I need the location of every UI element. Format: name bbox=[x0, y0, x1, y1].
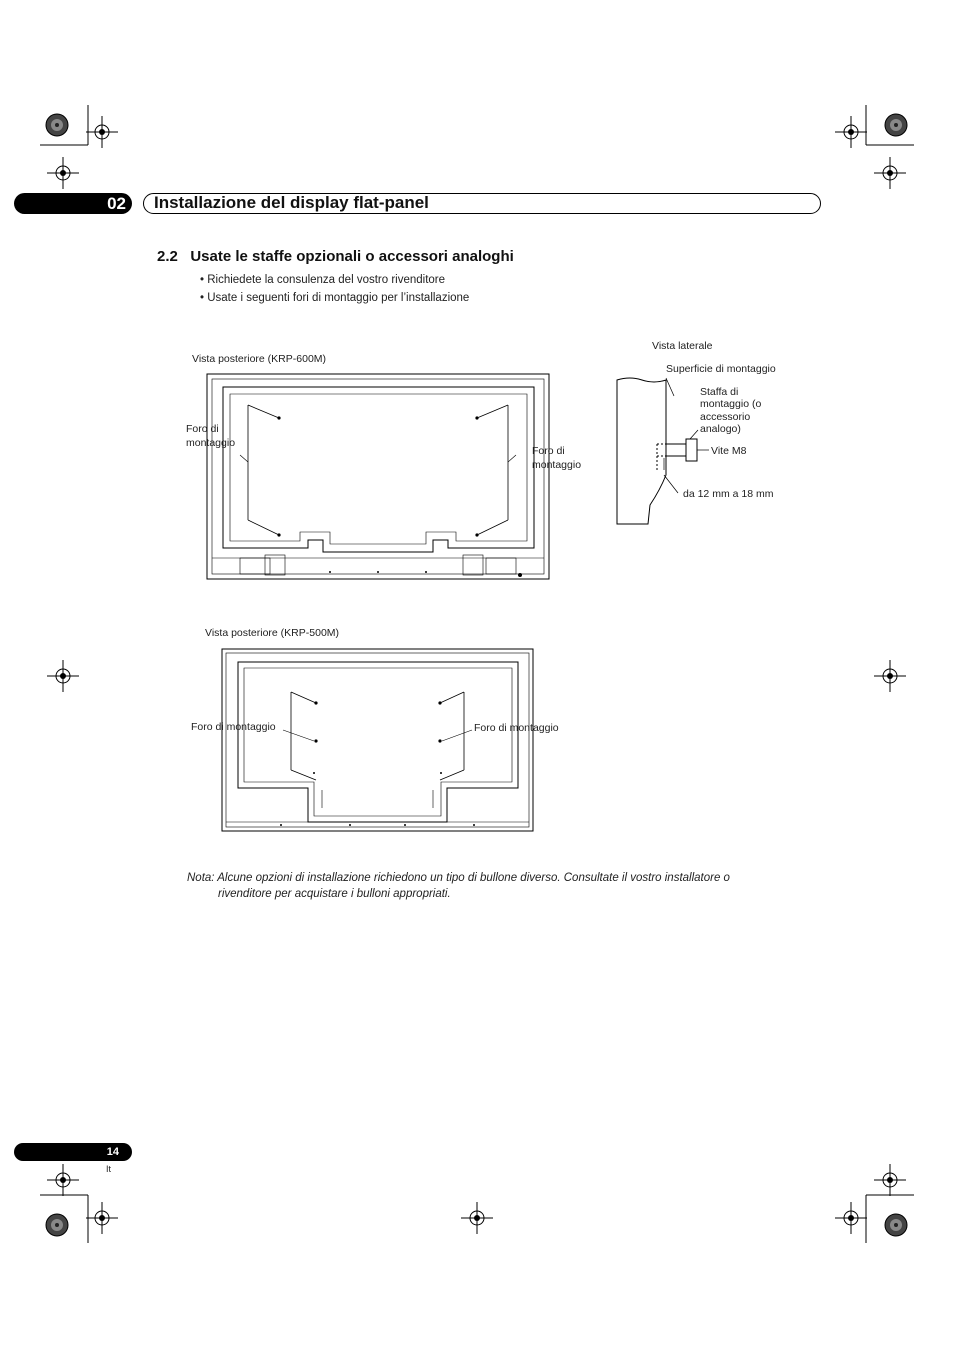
krp600-right-hole-label-line2: montaggio bbox=[532, 459, 582, 471]
section-title: 2.2 Usate le staffe opzionali o accessori analoghi bbox=[157, 248, 514, 265]
screw-label: Vite M8 bbox=[711, 445, 747, 457]
krp600-left-hole-label-line2: montaggio bbox=[186, 437, 236, 449]
installation-note bbox=[187, 870, 807, 902]
note-line1: Nota: Alcune opzioni di installazione richiedono un tipo di bullone diverso. Consultate il vostro installatore o bbox=[187, 872, 730, 884]
page-number-badge: 14 bbox=[14, 1143, 132, 1161]
krp500-left-hole-label: Foro di montaggio bbox=[191, 721, 276, 733]
side-view-caption: Vista laterale bbox=[652, 340, 713, 352]
bracket-label-line1: Staffa di bbox=[700, 386, 739, 398]
bullet-item: • Richiedete la consulenza del vostro rivenditore bbox=[200, 274, 446, 286]
krp500-caption: Vista posteriore (KRP-500M) bbox=[205, 627, 340, 639]
bracket-label-line4: analogo) bbox=[700, 423, 741, 435]
mounting-surface-label: Superficie di montaggio bbox=[666, 363, 776, 375]
bullet-item: • Usate i seguenti fori di montaggio per l’installazione bbox=[200, 292, 470, 304]
bracket-label-line3: accessorio bbox=[700, 411, 751, 423]
krp600-caption: Vista posteriore (KRP-600M) bbox=[192, 353, 327, 365]
chapter-title: Installazione del display flat-panel bbox=[154, 193, 429, 212]
chapter-number-badge: 02 bbox=[14, 193, 132, 214]
note-line2: rivenditore per acquistare i bulloni appropriati. bbox=[218, 888, 451, 900]
bracket-label-line2: montaggio (o bbox=[700, 398, 762, 410]
krp600-left-hole-label-line1: Foro di bbox=[186, 423, 219, 435]
depth-label: da 12 mm a 18 mm bbox=[683, 488, 774, 500]
krp600-right-hole-label-line1: Foro di bbox=[532, 445, 565, 457]
krp500-right-hole-label: Foro di montaggio bbox=[474, 722, 559, 734]
language-code: It bbox=[106, 1164, 112, 1174]
